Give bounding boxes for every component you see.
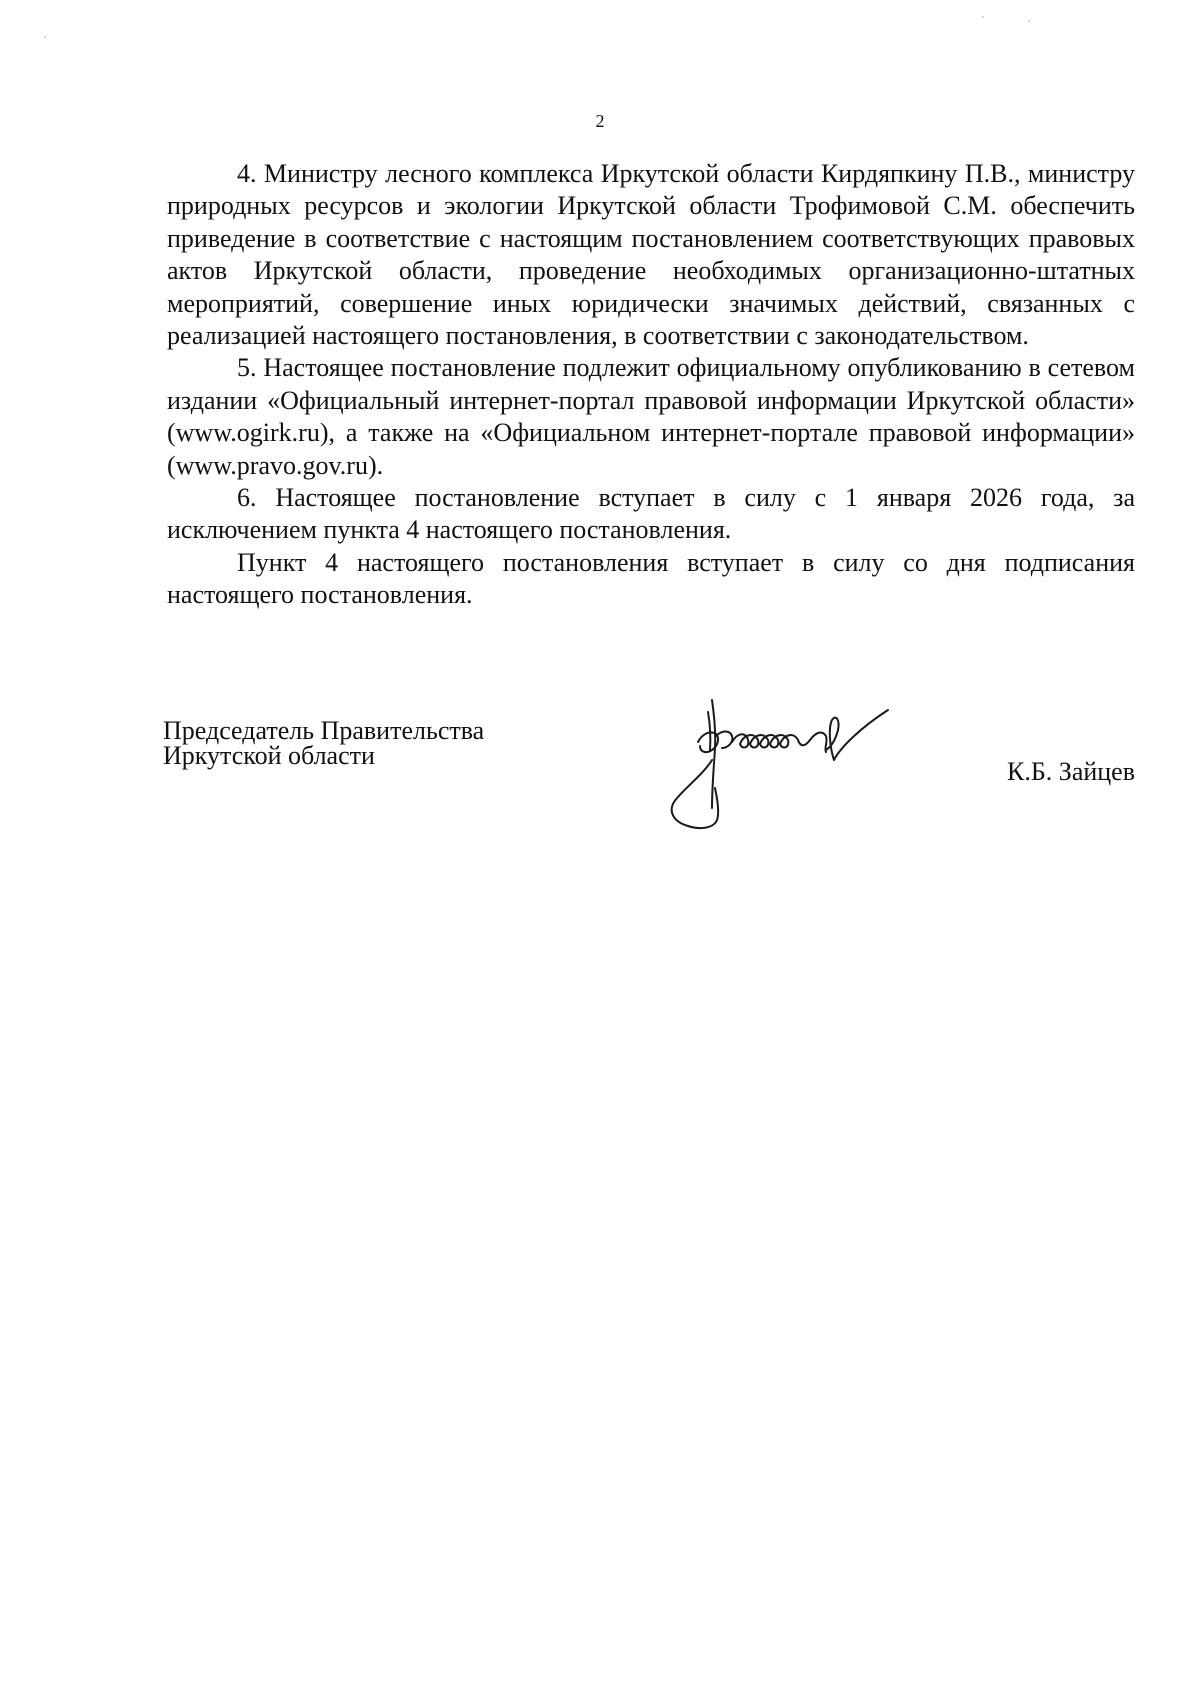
signatory-name: К.Б. Зайцев: [1007, 757, 1135, 786]
paragraph-item-4: 4. Министру лесного комплекса Иркутской области Кирдяпкину П.В., министру природных ресурсов и экологии Иркутской области Трофимовой С.М. обеспечить приведение в соответствие с настоящим постановлением соответствующих правовых актов Иркутской области, проведение необходимых организационно-штатных мероприятий, совершение иных юридически значимых действий, связанных с реализацией настоящего постановления, в соответствии с законодательством.: [167, 159, 1135, 351]
signatory-position-line-1: Председатель Правительства: [163, 716, 485, 745]
signatory-position-line-2: Иркутской области: [163, 741, 375, 770]
scan-speck: [44, 36, 46, 38]
paragraph-item-6: 6. Настоящее постановление вступает в силу с 1 января 2026 года, за исключением пункта 4 настоящего постановления.: [167, 483, 1135, 545]
page-number: 2: [595, 111, 605, 131]
scan-speck: [982, 16, 984, 18]
signatory-position: [163, 718, 484, 768]
paragraph-item-5: 5. Настоящее постановление подлежит официальному опубликованию в сетевом издании «Официальный интернет-портал правовой информации Иркутской области» (www.ogirk.ru), а также на «Официальном интернет-портале правовой информации» (www.pravo.gov.ru).: [167, 353, 1135, 480]
handwritten-signature: [660, 690, 950, 840]
document-body: [167, 158, 1135, 612]
paragraph-item-6-note: Пункт 4 настоящего постановления вступает в силу со дня подписания настоящего постановления.: [167, 547, 1135, 610]
scan-speck: [1028, 20, 1030, 22]
